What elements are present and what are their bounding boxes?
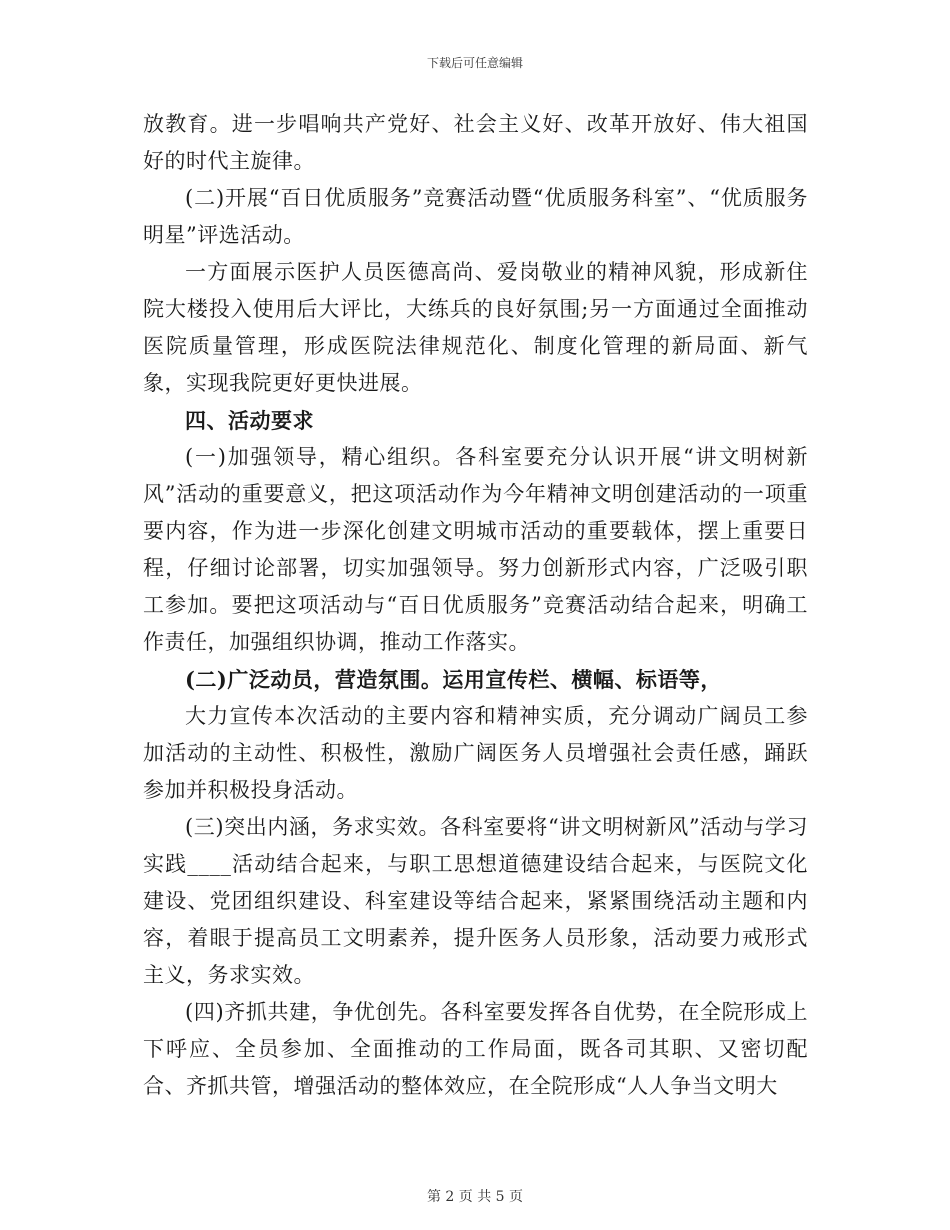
page-header: 下载后可任意编辑 [426,56,523,70]
paragraph: 放教育。进一步唱响共产党好、社会主义好、改革开放好、伟大祖国好的时代主旋律。 [143,112,808,173]
document-body [143,106,808,1105]
paragraph: 大力宣传本次活动的主要内容和精神实质，充分调动广阔员工参加活动的主动性、积极性，激励广阔医务人员增强社会责任感，踊跃参加并积极投身活动。 [143,704,808,802]
section-heading: 四、活动要求 [185,408,314,433]
paragraph: (二)广泛动员，营造氛围。运用宣传栏、横幅、标语等， [185,667,722,692]
paragraph: (一)加强领导，精心组织。各科室要充分认识开展“讲文明树新风”活动的重要意义，把这项活动作为今年精神文明创建活动的一项重要内容，作为进一步深化创建文明城市活动的重要载体，摆上重要日程，仔细讨论部署，切实加强领导。努力创新形式内容，广泛吸引职工参加。要把这项活动与“百日优质服务”竞赛活动结合起来，明确工作责任，加强组织协调，推动工作落实。 [143,445,808,654]
paragraph: 一方面展示医护人员医德高尚、爱岗敬业的精神风貌，形成新住院大楼投入使用后大评比，大练兵的良好氛围;另一方面通过全面推动医院质量管理，形成医院法律规范化、制度化管理的新局面、新气象，实现我院更好更快进展。 [143,260,808,395]
page-footer: 第 2 页 共 5 页 [426,1189,524,1205]
paragraph: (四)齐抓共建，争优创先。各科室要发挥各自优势，在全院形成上下呼应、全员参加、全面推动的工作局面，既各司其职、又密切配合、齐抓共管，增强活动的整体效应，在全院形成“人人争当文明大 [143,1000,808,1098]
paragraph: (三)突出内涵，务求实效。各科室要将“讲文明树新风”活动与学习实践____活动结合起来，与职工思想道德建设结合起来，与医院文化建设、党团组织建设、科室建设等结合起来，紧紧围绕活动主题和内容，着眼于提高员工文明素养，提升医务人员形象，活动要力戒形式主义，务求实效。 [143,815,808,987]
paragraph: (二)开展“百日优质服务”竞赛活动暨“优质服务科室”、“优质服务明星”评选活动。 [143,186,808,247]
